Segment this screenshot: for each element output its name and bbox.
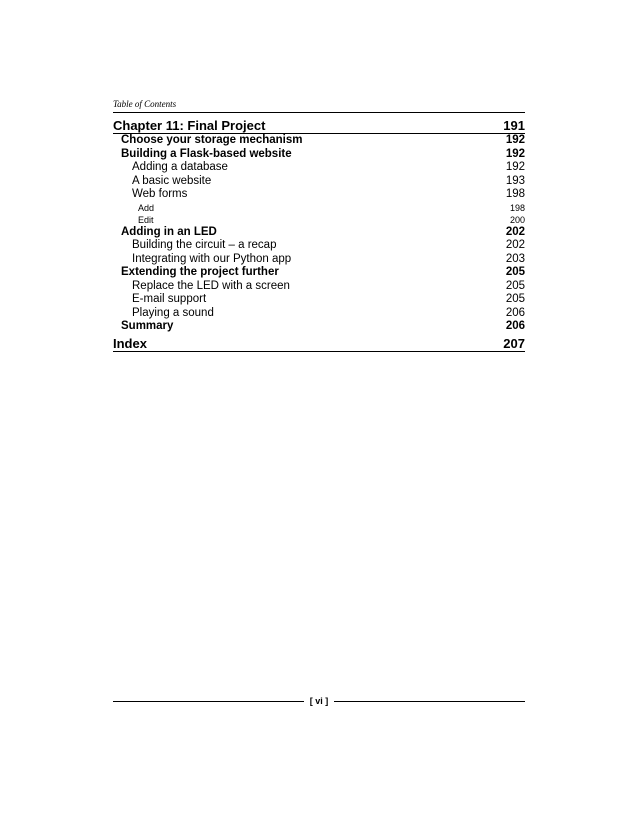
toc-entry-title: Summary — [121, 320, 174, 332]
toc-subsection-sound[interactable] — [113, 307, 525, 321]
toc-entry-title: Add — [138, 202, 155, 213]
toc-entry-title: Edit — [138, 214, 154, 225]
toc-subsubsection-add[interactable] — [113, 202, 525, 214]
toc-entry-title: A basic website — [132, 174, 212, 187]
toc-entry-title: Adding a database — [132, 161, 228, 173]
toc-entry-title: Building a Flask-based website — [121, 147, 292, 160]
toc-entry-page: 205 — [505, 293, 525, 305]
toc-entry-page: 203 — [505, 252, 525, 265]
toc-subsection-database[interactable] — [113, 161, 525, 175]
toc-entry-title: Replace the LED with a screen — [132, 279, 290, 292]
toc-entry-page: 202 — [505, 225, 525, 238]
toc-entry-title: Index — [113, 335, 147, 351]
toc-section-flask-website[interactable] — [113, 148, 525, 162]
toc-entry-page: 192 — [505, 147, 525, 160]
running-header-title: Table of Contents — [113, 99, 177, 109]
toc-section-summary[interactable] — [113, 320, 525, 334]
toc-entry-page: 206 — [505, 320, 525, 332]
page-footer — [113, 694, 525, 708]
toc-entry-page: 205 — [505, 279, 525, 292]
toc-index[interactable] — [113, 336, 525, 352]
toc-subsection-email[interactable] — [113, 293, 525, 307]
toc-subsection-circuit-recap[interactable] — [113, 239, 525, 253]
footer-rule-left — [113, 701, 304, 702]
toc-section-extending[interactable] — [113, 266, 525, 280]
toc-entry-title: Adding in an LED — [121, 225, 217, 238]
toc-subsection-web-forms[interactable] — [113, 188, 525, 202]
toc-entry-page: 192 — [505, 134, 525, 146]
toc-entry-title: Playing a sound — [132, 306, 214, 319]
toc-entry-page: 202 — [505, 239, 525, 251]
toc-entry-page: 191 — [503, 118, 525, 133]
toc-section-storage[interactable] — [113, 134, 525, 148]
page-header — [113, 99, 525, 113]
toc-entry-title: Web forms — [132, 188, 188, 200]
toc-entry-page: 207 — [503, 335, 525, 351]
toc-entry-title: Choose your storage mechanism — [121, 134, 303, 146]
toc-entry-title: Integrating with our Python app — [132, 252, 292, 265]
footer-rule-right — [334, 701, 525, 702]
toc-entry-page: 206 — [505, 306, 525, 319]
toc-chapter-11[interactable] — [113, 118, 525, 134]
toc-entry-title: Chapter 11: Final Project — [113, 118, 266, 133]
toc-entry-page: 193 — [505, 174, 525, 187]
toc-section-led[interactable] — [113, 226, 525, 240]
page-number: [ vi ] — [309, 696, 329, 706]
toc-entry-page: 192 — [505, 161, 525, 173]
toc-entry-title: Building the circuit – a recap — [132, 239, 277, 251]
table-of-contents — [113, 118, 525, 352]
toc-entry-title: Extending the project further — [121, 266, 279, 278]
toc-entry-page: 198 — [509, 202, 525, 213]
toc-entry-page: 198 — [505, 188, 525, 200]
toc-subsubsection-edit[interactable] — [113, 214, 525, 226]
toc-subsection-basic-website[interactable] — [113, 175, 525, 189]
toc-subsection-python-app[interactable] — [113, 253, 525, 267]
toc-entry-page: 200 — [509, 214, 525, 225]
toc-subsection-screen[interactable] — [113, 280, 525, 294]
toc-entry-page: 205 — [505, 266, 525, 278]
toc-entry-title: E-mail support — [132, 293, 207, 305]
